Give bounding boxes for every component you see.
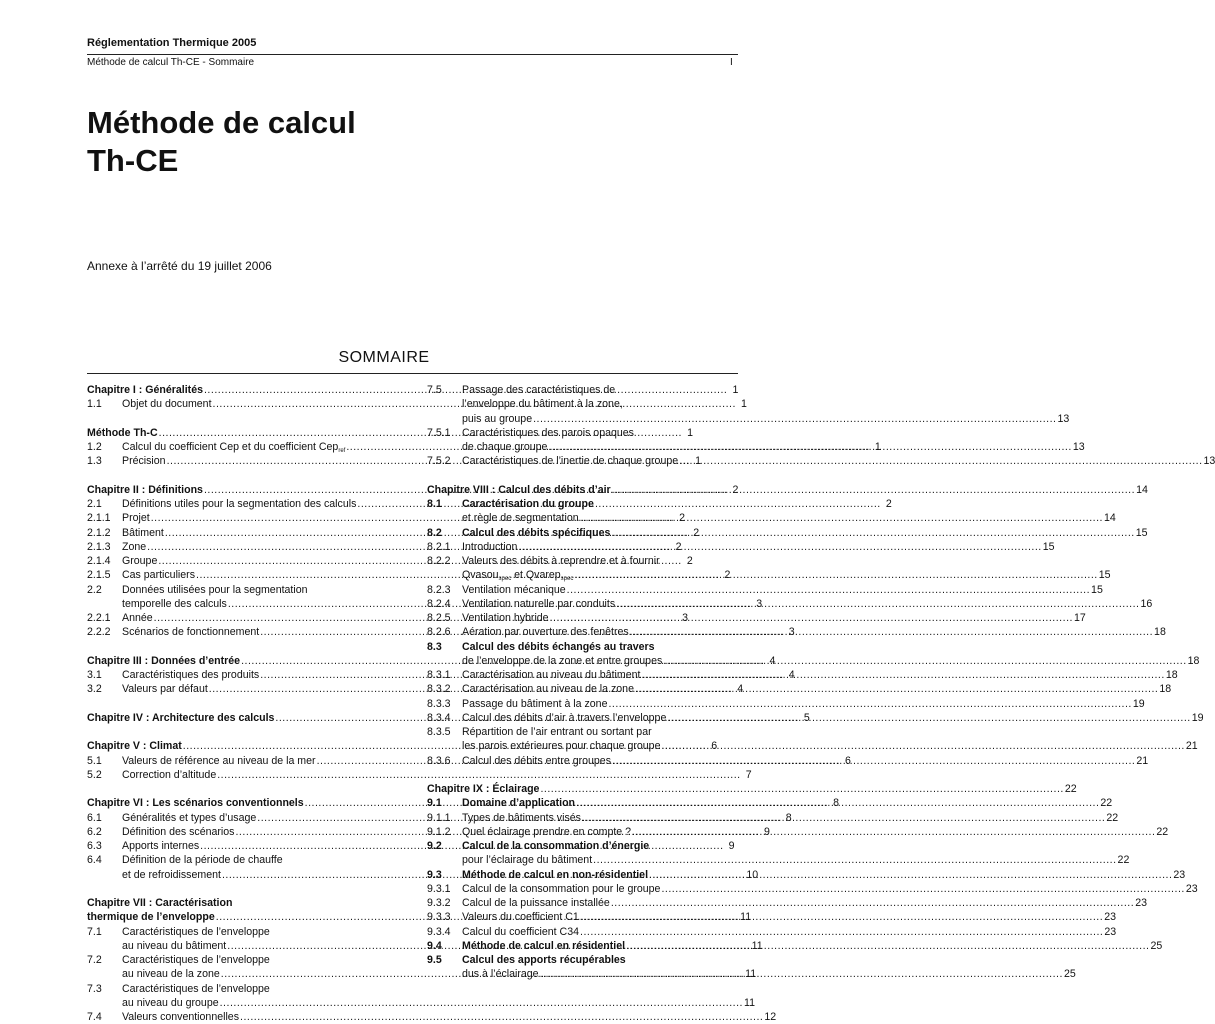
toc-leader-dots xyxy=(661,882,1184,896)
toc-entry-number: 2.2 xyxy=(87,583,102,596)
toc-entry[interactable] xyxy=(427,839,738,853)
toc-entry-page: 14 xyxy=(1136,483,1148,496)
toc-entry-page: 17 xyxy=(1073,612,1086,624)
toc-entry-title: Précision xyxy=(122,455,166,468)
toc-entry-number: 7.5 xyxy=(427,384,442,396)
toc-entry-number: 9.3.3 xyxy=(427,911,451,924)
toc-entry-title: Chapitre VII : Caractérisation xyxy=(87,897,233,909)
toc-entry-title: Groupe xyxy=(122,555,158,567)
toc-entry-number: 8.3.4 xyxy=(427,711,451,724)
toc-entry-number: 2.1.3 xyxy=(87,540,111,553)
toc-entry-title: Calcul des débits entre groupes xyxy=(462,754,611,767)
toc-entry-title: Objet du document xyxy=(122,398,212,411)
toc-entry-number: 1.3 xyxy=(87,455,102,468)
toc-entry-page: 18 xyxy=(1154,626,1166,639)
toc-entry-title: Caractéristiques des produits xyxy=(122,669,260,681)
toc-leader-dots xyxy=(635,682,1158,696)
toc-entry-page: 13 xyxy=(1057,412,1070,425)
toc-entry-title: Caractéristiques de l’enveloppe xyxy=(122,982,270,995)
toc-entry[interactable] xyxy=(427,882,1198,896)
toc-entry-page: 18 xyxy=(1165,669,1178,681)
toc-leader-dots xyxy=(612,754,1135,768)
toc-entry-page: 11 xyxy=(744,996,755,1009)
toc-leader-dots xyxy=(630,625,1153,639)
toc-entry-title: Scénarios de fonctionnement xyxy=(122,626,260,639)
toc-leader-dots xyxy=(220,996,743,1010)
toc-entry-number: 9.4 xyxy=(427,939,442,952)
toc-entry-page: 18 xyxy=(1187,654,1200,667)
toc-entry-title: Définition de la période de chauffe xyxy=(122,854,283,867)
toc-entry-page: 3 xyxy=(788,626,795,639)
toc-entry-page: 5 xyxy=(803,711,810,724)
toc-entry-page: 2 xyxy=(732,483,739,496)
toc-entry-number: 7.4 xyxy=(87,1011,102,1023)
toc-entry-title: de l’enveloppe de la zone et entre groupes xyxy=(462,654,663,667)
toc-entry-number: 7.5.1 xyxy=(427,426,451,439)
toc-entry-page: 4 xyxy=(788,669,795,681)
toc-entry-page: 25 xyxy=(1150,939,1163,952)
running-header-title: Réglementation Thermique 2005 xyxy=(87,37,257,49)
toc-entry-number: 8.2.2 xyxy=(427,555,451,567)
toc-entry-page: 15 xyxy=(1098,569,1111,582)
toc-entry-page: 2 xyxy=(693,526,700,539)
toc-entry-title: Caractérisation du groupe xyxy=(462,498,594,510)
toc-entry[interactable] xyxy=(427,426,738,440)
toc-entry-page: 1 xyxy=(741,398,747,411)
toc-entry-title: Valeurs par défaut xyxy=(122,683,208,696)
toc-entry-page: 1 xyxy=(732,384,739,396)
toc-entry-title: puis au groupe xyxy=(462,412,533,425)
toc-entry[interactable] xyxy=(427,497,738,511)
toc-entry-number: 8.3.2 xyxy=(427,683,451,696)
toc-entry-number: 1.2 xyxy=(87,441,102,453)
toc-entry-number: 3.1 xyxy=(87,669,102,681)
toc-entry-page: 23 xyxy=(1104,911,1116,924)
toc-entry-title: Calcul des apports récupérables xyxy=(462,954,626,966)
toc-entry-number: 8.3.3 xyxy=(427,697,451,710)
toc-leader-dots xyxy=(679,454,1202,468)
toc-entry[interactable] xyxy=(427,925,1117,939)
toc-entry[interactable] xyxy=(427,654,1200,668)
toc-entry-title: Aération par ouverture des fenêtres xyxy=(462,626,629,639)
toc-entry-page: 23 xyxy=(1185,882,1198,895)
toc-entry-number: 7.2 xyxy=(87,954,102,966)
toc-entry-title: Correction d’altitude xyxy=(122,768,217,781)
toc-entry-number: 2.1.4 xyxy=(87,555,111,567)
toc-entry-number: 2.1.1 xyxy=(87,512,111,525)
toc-entry-title: Calcul de la consommation pour le groupe xyxy=(462,882,661,895)
toc-leader-dots xyxy=(626,939,1149,953)
toc-entry-page: 22 xyxy=(1106,811,1119,824)
toc-entry-number: 5.1 xyxy=(87,754,102,767)
toc-entry-title: Chapitre VI : Les scénarios conventionnels xyxy=(87,797,304,810)
toc-leader-dots xyxy=(550,611,1073,625)
toc-entry-title: au niveau du groupe xyxy=(122,996,219,1009)
toc-entry-number: 6.3 xyxy=(87,840,102,852)
toc-entry-title: Qvasou$_{spec}$ et Qvarep$_{spec}$ xyxy=(462,569,574,583)
toc-leader-dots xyxy=(518,540,1041,554)
toc-entry-title: Cas particuliers xyxy=(122,569,196,582)
title-line-1: Méthode de calcul xyxy=(87,105,356,140)
toc-entry-title: Caractéristiques de l’enveloppe xyxy=(122,925,270,938)
toc-entry[interactable] xyxy=(427,554,738,568)
toc-entry-page: 9 xyxy=(728,840,735,852)
toc-entry[interactable] xyxy=(87,853,394,867)
toc-entry-number: 9.2 xyxy=(427,840,442,852)
toc-entry-number: 2.1.2 xyxy=(87,526,111,539)
toc-leader-dots xyxy=(616,597,1139,611)
toc-entry-page: 14 xyxy=(1104,512,1116,525)
toc-chapter-entry[interactable] xyxy=(427,782,1077,796)
toc-leader-dots xyxy=(582,811,1105,825)
toc-entry-page: 8 xyxy=(833,797,840,810)
toc-entry-number: 9.1 xyxy=(427,797,442,810)
toc-entry-number: 7.3 xyxy=(87,982,102,995)
toc-entry-page: 1 xyxy=(687,426,694,439)
toc-entry-page: 6 xyxy=(711,740,718,753)
toc-entry-page: 25 xyxy=(1063,968,1076,981)
toc-entry-title: au niveau du bâtiment xyxy=(122,939,227,952)
toc-entry-number: 2.2.1 xyxy=(87,612,111,624)
toc-entry-number: 6.2 xyxy=(87,825,102,838)
toc-entry-number: 8.3.5 xyxy=(427,726,451,738)
toc-entry-page: 12 xyxy=(764,1011,777,1023)
toc-entry-title: Valeurs du coefficient C1 xyxy=(462,911,579,924)
toc-entry[interactable] xyxy=(427,597,1153,611)
toc-leader-dots xyxy=(661,739,1184,753)
toc-entry[interactable] xyxy=(427,526,1148,540)
toc-entry-page: 22 xyxy=(1156,825,1169,838)
toc-entry-title: Calcul de la consommation d’énergie xyxy=(462,840,650,852)
toc-entry[interactable] xyxy=(87,953,394,967)
toc-entry-page: 4 xyxy=(769,654,776,667)
toc-entry-page: 10 xyxy=(746,868,759,881)
toc-entry-page: 23 xyxy=(1104,925,1117,938)
toc-leader-dots xyxy=(608,697,1131,711)
toc-entry-page: 18 xyxy=(1159,683,1172,696)
toc-entry[interactable] xyxy=(427,825,1169,839)
toc-entry-page: 21 xyxy=(1185,740,1198,753)
toc-entry-title: Calcul du coefficient Cep et du coefficient Cep$_{ref}$ xyxy=(122,441,346,454)
toc-entry[interactable] xyxy=(427,583,1103,597)
toc-entry[interactable] xyxy=(427,412,1070,426)
toc-leader-dots xyxy=(580,925,1103,939)
toc-entry-title: Bâtiment xyxy=(122,526,164,539)
toc-entry-title: dus à l’éclairage xyxy=(462,968,539,981)
toc-entry-title: Ventilation mécanique xyxy=(462,583,566,596)
sommaire-rule xyxy=(87,373,738,374)
toc-entry-page: 15 xyxy=(1042,540,1055,553)
toc-entry[interactable] xyxy=(427,853,1130,867)
toc-entry-title: Chapitre IX : Éclairage xyxy=(427,783,540,795)
toc-leader-dots xyxy=(612,483,1135,497)
toc-entry-title: Calcul des débits échangés au travers xyxy=(462,640,655,653)
toc-entry-title: Caractérisation au niveau du bâtiment xyxy=(462,669,641,681)
toc-entry-number: 2.2.2 xyxy=(87,626,111,639)
toc-entry-title: Passage des caractéristiques de xyxy=(462,384,616,396)
toc-entry-title: Calcul de la puissance installée xyxy=(462,897,610,909)
toc-entry-number: 9.3.4 xyxy=(427,925,451,938)
toc-entry-page: 23 xyxy=(1135,897,1147,909)
toc-entry-number: 7.1 xyxy=(87,925,102,938)
toc-entry-title: Données utilisées pour la segmentation xyxy=(122,583,308,596)
toc-entry[interactable] xyxy=(427,383,738,397)
toc-entry-title: Définitions utiles pour la segmentation des calculs xyxy=(122,498,357,510)
toc-entry-title: l’enveloppe du bâtiment à la zone, xyxy=(462,398,623,411)
toc-entry-page: 19 xyxy=(1191,711,1204,724)
toc-entry-page: 11 xyxy=(751,939,763,952)
toc-entry[interactable] xyxy=(427,568,1111,583)
toc-entry-number: 8.2.3 xyxy=(427,583,451,596)
toc-entry-number: 9.3 xyxy=(427,868,442,881)
toc-entry-title: Quel éclairage prendre en compte ? xyxy=(462,825,632,838)
toc-entry-number: 8.2.1 xyxy=(427,540,451,553)
toc-entry[interactable] xyxy=(427,440,1085,454)
title-line-2: Th-CE xyxy=(87,143,179,178)
toc-entry-title: et de refroidissement xyxy=(122,868,221,881)
toc-entry[interactable] xyxy=(427,953,738,967)
toc-entry[interactable] xyxy=(427,397,738,411)
toc-leader-dots xyxy=(667,711,1190,725)
toc-entry-number: 6.1 xyxy=(87,811,102,824)
toc-chapter-entry[interactable] xyxy=(427,483,1148,497)
toc-entry-title: Introduction xyxy=(462,540,518,553)
toc-entry[interactable] xyxy=(427,540,1055,554)
toc-entry-page: 19 xyxy=(1132,697,1145,710)
toc-entry-number: 9.3.1 xyxy=(427,882,451,895)
toc-chapter-entry[interactable] xyxy=(87,896,394,910)
toc-entry-page: 6 xyxy=(845,754,851,767)
toc-entry-page: 2 xyxy=(885,498,892,510)
toc-entry[interactable] xyxy=(427,640,738,654)
toc-entry-page: 13 xyxy=(1072,441,1085,453)
toc-entry-title: Méthode de calcul en non-résidentiel xyxy=(462,868,649,881)
toc-entry-page: 15 xyxy=(1091,583,1103,596)
toc-entry-number: 8.2.6 xyxy=(427,626,451,639)
toc-entry-title: de chaque groupe xyxy=(462,441,548,453)
toc-entry-title: Ventilation hybride xyxy=(462,612,549,624)
toc-entry-number: 8.2 xyxy=(427,526,442,539)
toc-leader-dots xyxy=(567,583,1090,597)
annexe-note: Annexe à l’arrêté du 19 juillet 2006 xyxy=(87,259,272,273)
toc-entry[interactable] xyxy=(427,697,1145,711)
toc-leader-dots xyxy=(540,967,1063,981)
toc-entry[interactable] xyxy=(427,896,1147,910)
running-header-subtitle: Méthode de calcul Th-CE - Sommaire xyxy=(87,57,255,68)
toc-entry-title: Valeurs des débits à reprendre et à fournir xyxy=(462,555,660,567)
toc-entry[interactable] xyxy=(427,682,1172,696)
toc-entry-number: 9.3.2 xyxy=(427,897,451,909)
toc-entry-title: Méthode Th-C xyxy=(87,426,158,439)
toc-leader-dots xyxy=(576,796,1099,810)
toc-leader-dots xyxy=(611,526,1134,540)
toc-leader-dots xyxy=(548,440,1071,454)
toc-entry-number: 8.3 xyxy=(427,640,442,653)
toc-entry-title: thermique de l’enveloppe xyxy=(87,911,215,924)
toc-entry-title: Méthode de calcul en résidentiel xyxy=(462,939,626,952)
toc-entry[interactable] xyxy=(427,611,1086,625)
toc-entry[interactable] xyxy=(427,725,738,739)
toc-entry[interactable] xyxy=(427,796,1113,810)
toc-leader-dots xyxy=(540,782,1063,796)
toc-entry-title: Chapitre III : Données d’entrée xyxy=(87,654,241,667)
toc-entry-number: 5.2 xyxy=(87,768,102,781)
toc-entry[interactable] xyxy=(87,768,752,782)
toc-entry[interactable] xyxy=(87,982,394,996)
toc-entry-number: 8.3.6 xyxy=(427,754,451,767)
toc-leader-dots xyxy=(611,896,1134,910)
toc-leader-dots xyxy=(632,825,1155,839)
toc-entry-title: Caractéristiques de l’enveloppe xyxy=(122,954,270,966)
toc-entry[interactable] xyxy=(87,996,755,1010)
toc-entry-title: Valeurs conventionnelles xyxy=(122,1011,239,1023)
toc-leader-dots xyxy=(580,511,1103,525)
toc-entry-title: Apports internes xyxy=(122,840,200,852)
toc-entry-title: et règle de segmentation xyxy=(462,512,579,525)
toc-leader-dots xyxy=(574,568,1097,582)
toc-entry-number: 9.1.2 xyxy=(427,825,451,838)
toc-entry-title: Chapitre VIII : Calcul des débits d’air xyxy=(427,483,611,496)
toc-entry-number: 3.2 xyxy=(87,683,102,696)
toc-entry-number: 2.1 xyxy=(87,498,102,510)
toc-entry-page: 11 xyxy=(740,911,752,924)
toc-entry-title: Répartition de l’air entrant ou sortant par xyxy=(462,726,652,738)
toc-leader-dots xyxy=(580,910,1103,924)
toc-entry-title: Caractérisation au niveau de la zone xyxy=(462,683,634,696)
toc-leader-dots xyxy=(593,853,1116,867)
toc-entry-number: 8.3.1 xyxy=(427,669,451,681)
sommaire-heading: SOMMAIRE xyxy=(338,349,430,366)
toc-leader-dots xyxy=(663,654,1186,668)
toc-entry-number: 8.2.5 xyxy=(427,612,451,624)
toc-entry-page: 2 xyxy=(679,512,686,525)
toc-entry-title: Définition des scénarios xyxy=(122,825,235,838)
toc-entry-page: 22 xyxy=(1100,797,1113,810)
toc-entry-page: 11 xyxy=(745,968,757,981)
toc-entry-title: pour l’éclairage du bâtiment xyxy=(462,854,593,867)
toc-entry-page: 21 xyxy=(1136,754,1149,767)
toc-entry-title: Domaine d’application xyxy=(462,797,576,810)
toc-entry[interactable] xyxy=(427,454,1215,468)
toc-entry-title: Chapitre V : Climat xyxy=(87,740,182,753)
toc-entry-title: au niveau de la zone xyxy=(122,968,220,981)
toc-entry-title: Projet xyxy=(122,512,150,525)
toc-entry[interactable] xyxy=(427,511,1116,525)
toc-leader-dots xyxy=(533,412,1056,426)
toc-entry-number: 1.1 xyxy=(87,398,102,411)
toc-entry-title: Valeurs de référence au niveau de la mer xyxy=(122,754,316,767)
toc-entry-title: Généralités et types d’usage xyxy=(122,811,257,824)
toc-entry-page: 7 xyxy=(745,768,752,781)
toc-entry-title: temporelle des calculs xyxy=(122,597,227,610)
toc-entry-page: 22 xyxy=(1064,783,1077,795)
toc-entry-page: 1 xyxy=(874,441,881,453)
toc-entry-title: Types de bâtiments visés xyxy=(462,811,581,824)
toc-entry-number: 6.4 xyxy=(87,854,102,867)
toc-entry-title: Zone xyxy=(122,540,147,553)
toc-entry-number: 9.1.1 xyxy=(427,811,451,824)
toc-entry-title: Année xyxy=(122,612,153,624)
toc-entry[interactable] xyxy=(427,668,1178,682)
toc-entry-page: 2 xyxy=(686,555,693,567)
toc-entry-title: Caractéristiques de l’inertie de chaque groupe xyxy=(462,455,679,468)
toc-entry-title: Chapitre II : Définitions xyxy=(87,483,203,496)
toc-entry-title: Calcul du coefficient C34 xyxy=(462,925,579,938)
toc-entry-title: Calcul des débits spécifiques xyxy=(462,526,611,539)
toc-entry-number: 2.1.5 xyxy=(87,569,111,582)
toc-entry-page: 1 xyxy=(695,455,701,468)
toc-entry[interactable] xyxy=(427,739,1198,753)
toc-entry-page: 3 xyxy=(682,612,689,624)
toc-entry-page: 15 xyxy=(1135,526,1148,539)
toc-entry[interactable] xyxy=(427,754,1149,768)
toc-entry[interactable] xyxy=(427,811,1119,825)
toc-entry[interactable] xyxy=(87,583,394,597)
toc-entry-page: 3 xyxy=(756,597,763,610)
toc-entry-page: 23 xyxy=(1173,868,1186,881)
toc-entry[interactable] xyxy=(87,1010,777,1024)
toc-entry-title: les parois extérieures pour chaque groupe xyxy=(462,740,661,753)
toc-entry-title: Ventilation naturelle par conduits xyxy=(462,597,616,610)
toc-entry-number: 8.2.4 xyxy=(427,597,451,610)
toc-entry-number: 9.5 xyxy=(427,954,442,966)
toc-entry[interactable] xyxy=(427,711,1204,725)
document-title xyxy=(87,104,356,180)
page-number: I xyxy=(730,57,733,68)
toc-entry[interactable] xyxy=(427,625,1166,639)
toc-entry-number: 7.5.2 xyxy=(427,455,451,468)
toc-entry-title: Calcul des débits d’air à travers l’enveloppe xyxy=(462,711,667,724)
toc-entry-page: 2 xyxy=(675,540,682,553)
toc-leader-dots xyxy=(240,1010,763,1024)
toc-entry-page: 16 xyxy=(1140,597,1153,610)
toc-entry-page: 22 xyxy=(1117,854,1130,867)
toc-entry[interactable] xyxy=(87,925,394,939)
header-rule xyxy=(87,54,738,55)
toc-leader-dots xyxy=(641,668,1164,682)
toc-leader-dots xyxy=(649,868,1172,882)
toc-entry-page: 4 xyxy=(737,683,744,696)
toc-entry-page: 2 xyxy=(724,569,731,582)
toc-entry-page: 9 xyxy=(763,825,770,838)
toc-entry-title: Caractéristiques des parois opaques xyxy=(462,426,634,439)
toc-entry-title: Passage du bâtiment à la zone xyxy=(462,697,608,710)
toc-entry-title: Chapitre IV : Architecture des calculs xyxy=(87,711,275,724)
toc-entry-number: 8.1 xyxy=(427,498,442,510)
toc-entry-page: 8 xyxy=(785,811,792,824)
toc-entry-title: Chapitre I : Généralités xyxy=(87,384,203,396)
toc-entry-page: 13 xyxy=(1203,455,1215,468)
